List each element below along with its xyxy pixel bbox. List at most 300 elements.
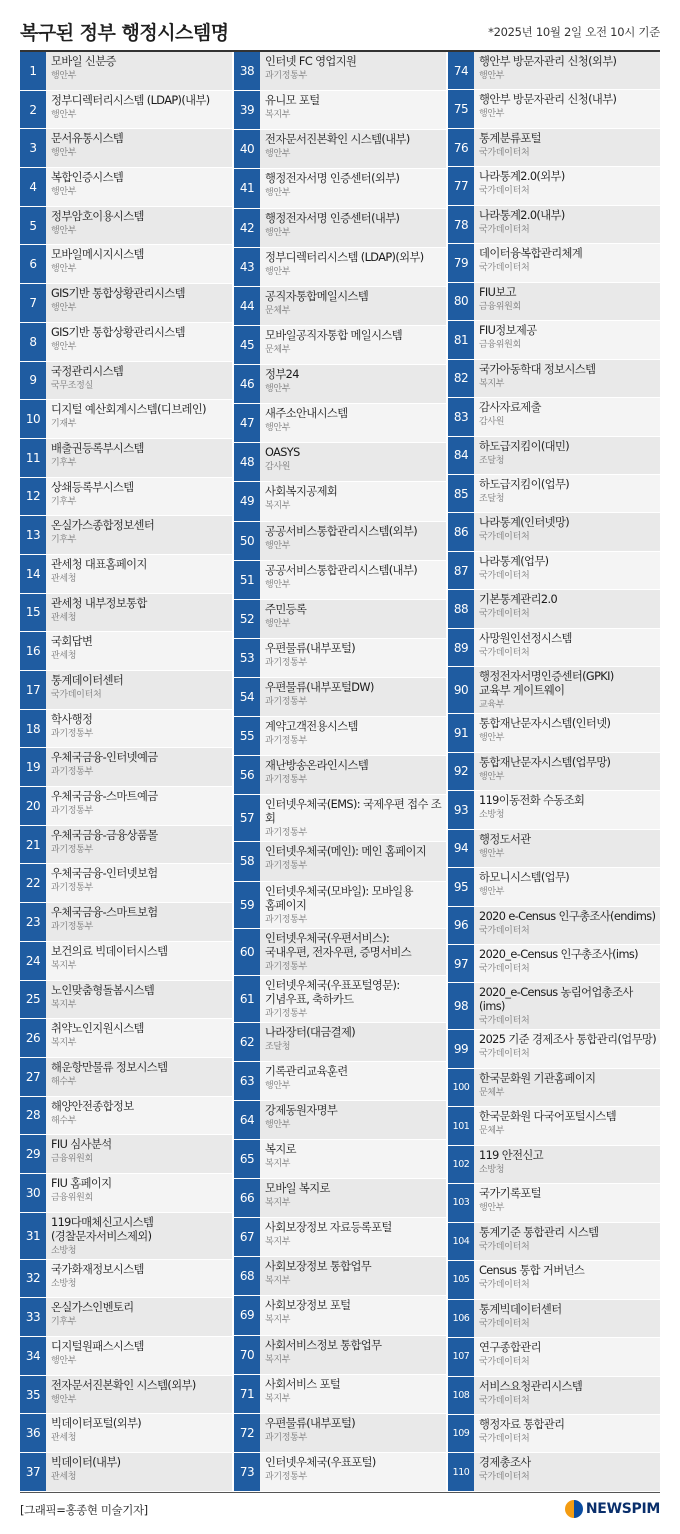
item-cell bbox=[474, 1338, 660, 1375]
item-cell bbox=[46, 245, 232, 283]
system-name: 모바일공직자통합 메일시스템 bbox=[265, 328, 403, 342]
list-item bbox=[234, 443, 446, 482]
agency-name: 금융위원회 bbox=[479, 301, 521, 312]
system-name: 빅데이터포털(외부) bbox=[51, 1417, 142, 1431]
system-name: 우체국금융-금융상품몰 bbox=[51, 828, 158, 842]
item-cell bbox=[46, 516, 232, 554]
agency-name: 행안부 bbox=[51, 1394, 77, 1405]
agency-name: 관세청 bbox=[51, 651, 77, 662]
agency-name: 조달청 bbox=[265, 1041, 291, 1052]
agency-name: 과기정통부 bbox=[265, 861, 307, 872]
item-number: 60 bbox=[234, 929, 260, 975]
item-number: 36 bbox=[20, 1414, 46, 1452]
item-number: 19 bbox=[20, 748, 46, 786]
list-item bbox=[234, 929, 446, 976]
item-number: 95 bbox=[448, 868, 474, 905]
system-name: 행안부 방문자관리 신청(내부) bbox=[479, 93, 617, 107]
item-number: 45 bbox=[234, 326, 260, 364]
item-cell bbox=[260, 717, 446, 755]
item-number: 57 bbox=[234, 795, 260, 841]
item-number: 44 bbox=[234, 287, 260, 325]
item-number: 48 bbox=[234, 443, 260, 481]
system-name: 119 안전신고 bbox=[479, 1148, 544, 1162]
item-number: 16 bbox=[20, 632, 46, 670]
item-number: 9 bbox=[20, 362, 46, 400]
item-cell bbox=[474, 983, 660, 1029]
item-number: 51 bbox=[234, 561, 260, 599]
list-item bbox=[20, 826, 232, 865]
item-number: 33 bbox=[20, 1298, 46, 1336]
list-item bbox=[234, 52, 446, 91]
agency-name: 국가데이터처 bbox=[479, 186, 530, 197]
system-name: FIU 심사분석 bbox=[51, 1138, 112, 1152]
system-name: 2020 e-Census 인구총조사(endims) bbox=[479, 909, 656, 923]
item-cell bbox=[46, 207, 232, 245]
system-name: 우체국금융-인터넷예금 bbox=[51, 751, 158, 765]
list-item bbox=[20, 981, 232, 1020]
item-cell bbox=[474, 437, 660, 474]
item-cell bbox=[474, 360, 660, 397]
list-item bbox=[20, 1174, 232, 1213]
item-number: 91 bbox=[448, 714, 474, 751]
agency-name: 소방청 bbox=[51, 1245, 77, 1256]
system-name: 온실가스인벤토리 bbox=[51, 1301, 134, 1315]
item-number: 85 bbox=[448, 475, 474, 512]
item-number: 79 bbox=[448, 244, 474, 281]
agency-name: 감사원 bbox=[265, 462, 291, 473]
list-item bbox=[234, 1023, 446, 1062]
list-item bbox=[20, 1260, 232, 1299]
system-name: 국회답변 bbox=[51, 635, 93, 649]
list-item bbox=[20, 594, 232, 633]
system-name: 사회서비스정보 통합업무 bbox=[265, 1338, 382, 1352]
item-cell bbox=[46, 1453, 232, 1491]
agency-name: 복지부 bbox=[51, 999, 77, 1010]
item-number: 109 bbox=[448, 1415, 474, 1452]
system-name: 인터넷우체국(모바일): 모바일용 홈페이지 bbox=[265, 884, 413, 912]
agency-name: 국가데이터처 bbox=[479, 532, 530, 543]
list-item bbox=[234, 678, 446, 717]
system-name: 정부24 bbox=[265, 368, 299, 381]
item-number: 46 bbox=[234, 365, 260, 403]
agency-name: 국가데이터처 bbox=[479, 224, 530, 235]
system-name: 우체국금융-스마트예금 bbox=[51, 790, 158, 804]
agency-name: 과기정통부 bbox=[265, 1432, 307, 1443]
agency-name: 행안부 bbox=[479, 733, 505, 744]
list-item bbox=[234, 1336, 446, 1375]
item-cell bbox=[260, 600, 446, 638]
item-cell bbox=[46, 168, 232, 206]
item-number: 17 bbox=[20, 671, 46, 709]
agency-name: 행안부 bbox=[51, 1356, 77, 1366]
item-number: 56 bbox=[234, 756, 260, 794]
list-item bbox=[20, 1414, 232, 1453]
list-item bbox=[234, 1218, 446, 1257]
item-cell bbox=[46, 555, 232, 593]
agency-name: 복지부 bbox=[265, 1276, 291, 1287]
agency-name: 국가데이터처 bbox=[479, 1241, 530, 1252]
agency-name: 국무조정실 bbox=[51, 380, 93, 391]
item-number: 80 bbox=[448, 283, 474, 320]
system-name: GIS기반 통합상황관리시스템 bbox=[51, 325, 185, 339]
item-cell bbox=[260, 1375, 446, 1413]
system-name: 취약노인지원시스템 bbox=[51, 1022, 144, 1036]
system-name: 모바일 신분증 bbox=[51, 55, 116, 68]
item-number: 61 bbox=[234, 976, 260, 1022]
item-number: 94 bbox=[448, 830, 474, 867]
item-number: 18 bbox=[20, 710, 46, 748]
agency-name: 행안부 bbox=[479, 848, 505, 859]
agency-name: 소방청 bbox=[51, 1278, 77, 1289]
list-item bbox=[234, 365, 446, 404]
list-item bbox=[234, 1140, 446, 1179]
list-item bbox=[234, 482, 446, 521]
item-number: 86 bbox=[448, 513, 474, 550]
system-name: 2020_e-Census 농림어업총조사(ims) bbox=[479, 986, 633, 1014]
list-item bbox=[448, 1415, 660, 1453]
list-item bbox=[448, 1261, 660, 1299]
list-item bbox=[234, 209, 446, 248]
list-item bbox=[234, 795, 446, 842]
system-name: 2020_e-Census 인구총조사(ims) bbox=[479, 947, 638, 961]
newspim-logo-icon bbox=[565, 1500, 583, 1518]
item-cell bbox=[474, 1030, 660, 1067]
list-item bbox=[448, 868, 660, 906]
system-name: 모바일메시지시스템 bbox=[51, 248, 144, 262]
item-cell bbox=[46, 942, 232, 980]
system-name: 국가아동학대 정보시스템 bbox=[479, 362, 596, 376]
item-number: 26 bbox=[20, 1019, 46, 1057]
column-1 bbox=[20, 52, 232, 1492]
list-item bbox=[20, 362, 232, 401]
list-item bbox=[448, 1223, 660, 1261]
item-cell bbox=[260, 404, 446, 442]
item-cell bbox=[46, 129, 232, 167]
agency-name: 행안부 bbox=[479, 771, 505, 782]
system-name: 통계데이터센터 bbox=[51, 674, 124, 687]
system-name: 기록관리교육훈련 bbox=[265, 1064, 348, 1078]
system-name: 하도급지킴이(대민) bbox=[479, 439, 570, 453]
list-item bbox=[20, 710, 232, 749]
item-cell bbox=[474, 398, 660, 435]
system-name: FIU정보제공 bbox=[479, 324, 537, 338]
list-item bbox=[448, 1184, 660, 1222]
item-number: 34 bbox=[20, 1337, 46, 1375]
system-name: 인터넷우체국(우편서비스): 국내우편, 전자우편, 증명서비스 bbox=[265, 931, 412, 959]
system-name: 공공서비스통합관리시스템(내부) bbox=[265, 563, 417, 577]
item-cell bbox=[46, 284, 232, 322]
agency-name: 과기정통부 bbox=[51, 806, 93, 817]
system-name: 복합인증시스템 bbox=[51, 171, 124, 185]
agency-name: 행안부 bbox=[265, 423, 291, 434]
agency-name: 행안부 bbox=[51, 71, 77, 81]
item-cell bbox=[474, 1377, 660, 1414]
list-item bbox=[448, 398, 660, 436]
item-cell bbox=[46, 632, 232, 670]
system-name: 국가화재정보시스템 bbox=[51, 1262, 144, 1276]
item-cell bbox=[260, 1296, 446, 1334]
item-number: 83 bbox=[448, 398, 474, 435]
agency-name: 복지부 bbox=[265, 1393, 291, 1404]
list-item bbox=[448, 830, 660, 868]
item-cell bbox=[46, 1337, 232, 1375]
list-item bbox=[448, 667, 660, 714]
item-cell bbox=[46, 864, 232, 902]
agency-name: 행안부 bbox=[265, 384, 291, 394]
item-number: 53 bbox=[234, 639, 260, 677]
list-item bbox=[234, 1375, 446, 1414]
list-item bbox=[448, 360, 660, 398]
item-number: 58 bbox=[234, 842, 260, 880]
list-item bbox=[20, 52, 232, 91]
system-name: 119다매체신고시스템 (경찰문자서비스제외) bbox=[51, 1215, 154, 1243]
agency-name: 과기정통부 bbox=[265, 736, 307, 747]
item-number: 10 bbox=[20, 400, 46, 438]
item-cell bbox=[474, 1069, 660, 1106]
item-number: 92 bbox=[448, 753, 474, 790]
list-item bbox=[448, 244, 660, 282]
list-item bbox=[20, 129, 232, 168]
item-number: 15 bbox=[20, 594, 46, 632]
system-name: 하모니시스템(업무) bbox=[479, 871, 570, 885]
list-item bbox=[448, 629, 660, 667]
item-cell bbox=[46, 400, 232, 438]
system-name: 학사행정 bbox=[51, 712, 93, 726]
column-3 bbox=[448, 52, 660, 1492]
agency-name: 행안부 bbox=[265, 618, 291, 629]
list-item bbox=[20, 787, 232, 826]
system-name: 복지로 bbox=[265, 1142, 296, 1156]
item-cell bbox=[260, 756, 446, 794]
item-cell bbox=[260, 248, 446, 286]
system-name: 상쇄등록부시스템 bbox=[51, 480, 134, 494]
agency-name: 과기정통부 bbox=[265, 71, 307, 81]
item-cell bbox=[474, 868, 660, 905]
list-item bbox=[20, 323, 232, 362]
list-item bbox=[234, 1101, 446, 1140]
agency-name: 국가데이터처 bbox=[479, 1433, 530, 1444]
system-name: 서비스요청관리시스템 bbox=[479, 1379, 583, 1393]
system-name: 2025 기준 경제조사 통합관리(업무망) bbox=[479, 1033, 657, 1047]
system-name: 119이동전화 수동조회 bbox=[479, 794, 585, 808]
system-name: 해양안전종합정보 bbox=[51, 1099, 134, 1113]
list-item bbox=[448, 753, 660, 791]
system-name: 전자문서진본확인 시스템(내부) bbox=[265, 133, 410, 147]
system-name: 행정자료 통합관리 bbox=[479, 1417, 565, 1431]
item-number: 25 bbox=[20, 981, 46, 1019]
system-list bbox=[20, 52, 660, 1492]
agency-name: 행안부 bbox=[265, 1080, 291, 1091]
agency-name: 행안부 bbox=[51, 187, 77, 198]
item-number: 93 bbox=[448, 791, 474, 828]
item-number: 73 bbox=[234, 1453, 260, 1491]
item-number: 20 bbox=[20, 787, 46, 825]
list-item bbox=[448, 1453, 660, 1491]
system-name: 온실가스종합정보센터 bbox=[51, 519, 155, 533]
list-item bbox=[448, 206, 660, 244]
item-cell bbox=[46, 903, 232, 941]
item-number: 90 bbox=[448, 667, 474, 713]
list-item bbox=[448, 907, 660, 945]
list-item bbox=[448, 1377, 660, 1415]
list-item bbox=[448, 1146, 660, 1184]
item-cell bbox=[260, 522, 446, 560]
item-cell bbox=[46, 1298, 232, 1336]
system-name: 하도급지킴이(업무) bbox=[479, 477, 570, 491]
item-number: 102 bbox=[448, 1146, 474, 1183]
agency-name: 복지부 bbox=[51, 960, 77, 971]
item-number: 52 bbox=[234, 600, 260, 638]
system-name: 재난방송온라인시스템 bbox=[265, 759, 369, 773]
agency-name: 문체부 bbox=[479, 1126, 505, 1137]
system-name: 국가기록포털 bbox=[479, 1187, 541, 1201]
list-item bbox=[234, 1453, 446, 1492]
list-item bbox=[20, 478, 232, 517]
agency-name: 문체부 bbox=[265, 305, 291, 316]
agency-name: 금융위원회 bbox=[479, 340, 521, 351]
system-name: 우체국금융-스마트보험 bbox=[51, 906, 158, 920]
item-cell bbox=[260, 326, 446, 364]
item-cell bbox=[474, 167, 660, 204]
item-number: 12 bbox=[20, 478, 46, 516]
agency-name: 복지부 bbox=[265, 1354, 291, 1365]
item-cell bbox=[260, 482, 446, 520]
system-name: 정부디렉터리시스템 (LDAP)(외부) bbox=[265, 250, 424, 264]
item-number: 81 bbox=[448, 321, 474, 358]
item-cell bbox=[46, 1174, 232, 1212]
item-cell bbox=[260, 1140, 446, 1178]
system-name: 노인맞춤형돌봄시스템 bbox=[51, 983, 155, 997]
system-name: 감사자료제출 bbox=[479, 401, 541, 415]
list-item bbox=[234, 169, 446, 208]
list-item bbox=[448, 437, 660, 475]
agency-name: 국가데이터처 bbox=[479, 1049, 530, 1060]
item-cell bbox=[474, 1300, 660, 1337]
agency-name: 문체부 bbox=[479, 1087, 505, 1098]
item-cell bbox=[46, 787, 232, 825]
agency-name: 기후부 bbox=[51, 535, 77, 546]
system-name: 우편물류(내부포털) bbox=[265, 1416, 356, 1430]
item-number: 23 bbox=[20, 903, 46, 941]
system-name: 국정관리시스템 bbox=[51, 364, 124, 378]
agency-name: 복지부 bbox=[265, 1158, 291, 1169]
system-name: OASYS bbox=[265, 446, 300, 460]
system-name: 통합재난문자시스템(인터넷) bbox=[479, 717, 611, 731]
system-name: 배출권등록부시스템 bbox=[51, 441, 144, 455]
agency-name: 국가데이터처 bbox=[479, 263, 530, 274]
item-number: 2 bbox=[20, 91, 46, 129]
agency-name: 기후부 bbox=[51, 496, 77, 507]
item-cell bbox=[474, 1146, 660, 1183]
item-number: 105 bbox=[448, 1261, 474, 1298]
item-number: 59 bbox=[234, 882, 260, 928]
agency-name: 행안부 bbox=[51, 303, 77, 314]
system-name: 행정전자서명인증센터(GPKI) 교육부 게이트웨이 bbox=[479, 670, 614, 698]
item-cell bbox=[474, 1223, 660, 1260]
list-item bbox=[448, 52, 660, 90]
agency-name: 행안부 bbox=[265, 227, 291, 238]
list-item bbox=[20, 1453, 232, 1492]
item-cell bbox=[46, 323, 232, 361]
system-name: FIU보고 bbox=[479, 285, 516, 299]
item-number: 89 bbox=[448, 629, 474, 666]
logo-text: NEWSPIM bbox=[585, 1501, 660, 1517]
item-cell bbox=[474, 129, 660, 166]
date-note: *2025년 10월 2일 오전 10시 기준 bbox=[488, 25, 660, 39]
item-number: 87 bbox=[448, 552, 474, 589]
item-cell bbox=[46, 478, 232, 516]
item-number: 7 bbox=[20, 284, 46, 322]
item-cell bbox=[46, 826, 232, 864]
list-item bbox=[20, 1298, 232, 1337]
agency-name: 과기정통부 bbox=[51, 767, 93, 778]
agency-name: 국가데이터처 bbox=[479, 1357, 530, 1368]
item-cell bbox=[474, 1261, 660, 1298]
item-cell bbox=[260, 842, 446, 880]
list-item bbox=[448, 1300, 660, 1338]
item-number: 100 bbox=[448, 1069, 474, 1106]
agency-name: 과기정통부 bbox=[265, 1471, 307, 1482]
list-item bbox=[234, 842, 446, 881]
list-item bbox=[20, 555, 232, 594]
item-number: 21 bbox=[20, 826, 46, 864]
item-number: 38 bbox=[234, 52, 260, 90]
system-name: 새주소안내시스템 bbox=[265, 407, 348, 421]
item-cell bbox=[474, 791, 660, 828]
list-item bbox=[234, 717, 446, 756]
item-cell bbox=[474, 244, 660, 281]
list-item bbox=[234, 756, 446, 795]
system-name: 주민등록 bbox=[265, 602, 307, 616]
agency-name: 복지부 bbox=[265, 1198, 291, 1208]
agency-name: 과기정통부 bbox=[265, 961, 307, 972]
item-cell bbox=[46, 362, 232, 400]
system-name: 사회보장정보 포털 bbox=[265, 1299, 351, 1313]
item-cell bbox=[260, 795, 446, 841]
list-item bbox=[448, 90, 660, 128]
system-name: 나라장터(대금결제) bbox=[265, 1025, 356, 1039]
agency-name: 행안부 bbox=[265, 266, 291, 277]
item-number: 99 bbox=[448, 1030, 474, 1067]
item-number: 42 bbox=[234, 209, 260, 247]
item-cell bbox=[260, 882, 446, 928]
item-number: 55 bbox=[234, 717, 260, 755]
item-number: 27 bbox=[20, 1058, 46, 1096]
item-number: 104 bbox=[448, 1223, 474, 1260]
item-cell bbox=[474, 52, 660, 89]
system-name: 행정전자서명 인증센터(내부) bbox=[265, 211, 400, 225]
item-cell bbox=[474, 1415, 660, 1452]
item-number: 78 bbox=[448, 206, 474, 243]
agency-name: 국가데이터처 bbox=[479, 963, 530, 974]
list-item bbox=[448, 1107, 660, 1145]
agency-name: 과기정통부 bbox=[265, 914, 307, 925]
item-cell bbox=[474, 321, 660, 358]
system-name: 공공서비스통합관리시스템(외부) bbox=[265, 524, 417, 538]
item-cell bbox=[46, 981, 232, 1019]
list-item bbox=[448, 475, 660, 513]
item-number: 62 bbox=[234, 1023, 260, 1061]
item-cell bbox=[474, 714, 660, 751]
item-number: 50 bbox=[234, 522, 260, 560]
list-item bbox=[20, 439, 232, 478]
system-name: 모바일 복지로 bbox=[265, 1182, 330, 1195]
graphic-credit: [그래픽=홍종현 미술기자] bbox=[20, 1503, 148, 1517]
agency-name: 조달청 bbox=[479, 493, 505, 504]
list-item bbox=[20, 1019, 232, 1058]
list-item bbox=[20, 91, 232, 130]
list-item bbox=[448, 1338, 660, 1376]
